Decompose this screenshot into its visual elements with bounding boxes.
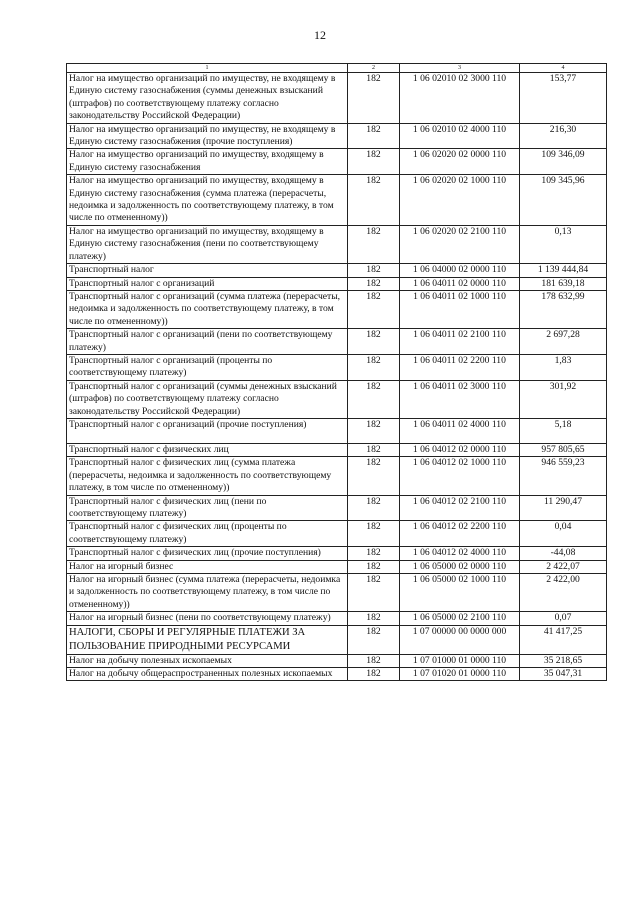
row-admin-code-cell: 182 bbox=[348, 380, 400, 418]
row-name-cell: Налог на имущество организаций по имуществу, входящему в Единую систему газоснабжения bbox=[67, 149, 348, 175]
row-name-cell: Налог на игорный бизнес bbox=[67, 560, 348, 573]
table-row bbox=[67, 547, 607, 560]
row-name-cell: Транспортный налог с организаций (прочие поступления) bbox=[67, 418, 348, 443]
row-budget-code-cell: 1 07 01000 01 0000 110 bbox=[400, 654, 520, 667]
page-number: 12 bbox=[314, 28, 326, 42]
column-header-code: 3 bbox=[400, 64, 520, 73]
row-budget-code-cell: 1 06 04011 02 3000 110 bbox=[400, 380, 520, 418]
row-sum-cell: -44,08 bbox=[520, 547, 607, 560]
row-admin-code-cell: 182 bbox=[348, 418, 400, 443]
row-budget-code-cell: 1 06 04012 02 2100 110 bbox=[400, 495, 520, 521]
row-name-cell: Налог на имущество организаций по имуществу, входящему в Единую систему газоснабжения (сумма платежа (перерасчеты, недоимка и задолженность по соответствующему платежу, в том числе по отмененному)) bbox=[67, 175, 348, 226]
row-name-cell: Налог на игорный бизнес (пени по соответствующему платежу) bbox=[67, 612, 348, 625]
row-sum-cell: 181 639,18 bbox=[520, 277, 607, 290]
row-admin-code-cell: 182 bbox=[348, 574, 400, 612]
row-budget-code-cell: 1 06 02010 02 4000 110 bbox=[400, 123, 520, 149]
row-budget-code-cell: 1 06 05000 02 1000 110 bbox=[400, 574, 520, 612]
row-sum-cell: 2 697,28 bbox=[520, 329, 607, 355]
row-admin-code-cell: 182 bbox=[348, 225, 400, 263]
row-sum-cell: 0,13 bbox=[520, 225, 607, 263]
row-sum-cell: 2 422,00 bbox=[520, 574, 607, 612]
row-budget-code-cell: 1 06 04012 02 1000 110 bbox=[400, 457, 520, 495]
row-name-cell: Налог на добычу общераспространенных полезных ископаемых bbox=[67, 668, 348, 681]
row-sum-cell: 35 047,31 bbox=[520, 668, 607, 681]
row-budget-code-cell: 1 06 04011 02 2200 110 bbox=[400, 354, 520, 380]
table-row bbox=[67, 457, 607, 495]
table-row bbox=[67, 354, 607, 380]
row-admin-code-cell: 182 bbox=[348, 668, 400, 681]
row-admin-code-cell: 182 bbox=[348, 654, 400, 667]
row-sum-cell: 109 345,96 bbox=[520, 175, 607, 226]
row-name-cell: Налог на имущество организаций по имуществу, не входящему в Единую систему газоснабжения (прочие поступления) bbox=[67, 123, 348, 149]
row-budget-code-cell: 1 06 05000 02 2100 110 bbox=[400, 612, 520, 625]
row-name-cell: Транспортный налог с организаций (сумма платежа (перерасчеты, недоимка и задолженность по соответствующему платежу, в том числе по отмененному)) bbox=[67, 290, 348, 328]
row-sum-cell: 2 422,07 bbox=[520, 560, 607, 573]
row-name-cell: НАЛОГИ, СБОРЫ И РЕГУЛЯРНЫЕ ПЛАТЕЖИ ЗА ПОЛЬЗОВАНИЕ ПРИРОДНЫМИ РЕСУРСАМИ bbox=[67, 625, 348, 654]
row-admin-code-cell: 182 bbox=[348, 264, 400, 277]
row-admin-code-cell: 182 bbox=[348, 277, 400, 290]
table-row bbox=[67, 443, 607, 456]
row-admin-code-cell: 182 bbox=[348, 547, 400, 560]
table-row bbox=[67, 625, 607, 654]
row-admin-code-cell: 182 bbox=[348, 612, 400, 625]
row-admin-code-cell: 182 bbox=[348, 625, 400, 654]
row-sum-cell: 1 139 444,84 bbox=[520, 264, 607, 277]
table-row bbox=[67, 418, 607, 443]
table-row bbox=[67, 521, 607, 547]
row-sum-cell: 153,77 bbox=[520, 73, 607, 124]
row-budget-code-cell: 1 06 04011 02 0000 110 bbox=[400, 277, 520, 290]
row-admin-code-cell: 182 bbox=[348, 457, 400, 495]
row-admin-code-cell: 182 bbox=[348, 175, 400, 226]
row-name-cell: Транспортный налог с организаций bbox=[67, 277, 348, 290]
row-admin-code-cell: 182 bbox=[348, 329, 400, 355]
row-name-cell: Транспортный налог с организаций (проценты по соответствующему платежу) bbox=[67, 354, 348, 380]
table-row bbox=[67, 264, 607, 277]
row-budget-code-cell: 1 06 04011 02 2100 110 bbox=[400, 329, 520, 355]
row-sum-cell: 35 218,65 bbox=[520, 654, 607, 667]
row-budget-code-cell: 1 06 02020 02 0000 110 bbox=[400, 149, 520, 175]
row-sum-cell: 957 805,65 bbox=[520, 443, 607, 456]
row-budget-code-cell: 1 06 04012 02 4000 110 bbox=[400, 547, 520, 560]
table-row bbox=[67, 329, 607, 355]
row-sum-cell: 946 559,23 bbox=[520, 457, 607, 495]
row-name-cell: Транспортный налог с физических лиц (сумма платежа (перерасчеты, недоимка и задолженность по соответствующему платежу, в том числе по отмененному)) bbox=[67, 457, 348, 495]
row-admin-code-cell: 182 bbox=[348, 73, 400, 124]
row-sum-cell: 109 346,09 bbox=[520, 149, 607, 175]
row-admin-code-cell: 182 bbox=[348, 443, 400, 456]
row-admin-code-cell: 182 bbox=[348, 560, 400, 573]
table-row bbox=[67, 560, 607, 573]
row-name-cell: Транспортный налог с физических лиц (пени по соответствующему платежу) bbox=[67, 495, 348, 521]
row-budget-code-cell: 1 06 04011 02 4000 110 bbox=[400, 418, 520, 443]
table-header-row bbox=[67, 64, 607, 73]
row-admin-code-cell: 182 bbox=[348, 290, 400, 328]
row-sum-cell: 301,92 bbox=[520, 380, 607, 418]
row-budget-code-cell: 1 06 02020 02 1000 110 bbox=[400, 175, 520, 226]
table-row bbox=[67, 495, 607, 521]
row-admin-code-cell: 182 bbox=[348, 123, 400, 149]
row-name-cell: Транспортный налог с организаций (пени по соответствующему платежу) bbox=[67, 329, 348, 355]
column-header-sum: 4 bbox=[520, 64, 607, 73]
budget-revenue-table bbox=[66, 63, 607, 681]
row-name-cell: Транспортный налог с физических лиц bbox=[67, 443, 348, 456]
row-sum-cell: 178 632,99 bbox=[520, 290, 607, 328]
row-name-cell: Налог на игорный бизнес (сумма платежа (перерасчеты, недоимка и задолженность по соответствующему платежу, в том числе по отмененному)) bbox=[67, 574, 348, 612]
column-header-name: 1 bbox=[67, 64, 348, 73]
row-sum-cell: 216,30 bbox=[520, 123, 607, 149]
row-admin-code-cell: 182 bbox=[348, 149, 400, 175]
row-sum-cell: 11 290,47 bbox=[520, 495, 607, 521]
row-budget-code-cell: 1 06 04011 02 1000 110 bbox=[400, 290, 520, 328]
row-name-cell: Налог на имущество организаций по имуществу, не входящему в Единую систему газоснабжения (суммы денежных взысканий (штрафов) по соответствующему платежу согласно законодательству Российской Федерации) bbox=[67, 73, 348, 124]
table-row bbox=[67, 380, 607, 418]
row-budget-code-cell: 1 06 04012 02 2200 110 bbox=[400, 521, 520, 547]
row-name-cell: Транспортный налог с физических лиц (проценты по соответствующему платежу) bbox=[67, 521, 348, 547]
table-row bbox=[67, 175, 607, 226]
table-row bbox=[67, 123, 607, 149]
row-sum-cell: 5,18 bbox=[520, 418, 607, 443]
row-budget-code-cell: 1 06 04012 02 0000 110 bbox=[400, 443, 520, 456]
row-budget-code-cell: 1 06 02020 02 2100 110 bbox=[400, 225, 520, 263]
row-budget-code-cell: 1 06 02010 02 3000 110 bbox=[400, 73, 520, 124]
row-name-cell: Транспортный налог bbox=[67, 264, 348, 277]
table-row bbox=[67, 149, 607, 175]
row-admin-code-cell: 182 bbox=[348, 354, 400, 380]
table-row bbox=[67, 290, 607, 328]
table-row bbox=[67, 73, 607, 124]
row-name-cell: Транспортный налог с физических лиц (прочие поступления) bbox=[67, 547, 348, 560]
row-sum-cell: 41 417,25 bbox=[520, 625, 607, 654]
row-sum-cell: 1,83 bbox=[520, 354, 607, 380]
row-budget-code-cell: 1 06 05000 02 0000 110 bbox=[400, 560, 520, 573]
row-name-cell: Налог на добычу полезных ископаемых bbox=[67, 654, 348, 667]
row-admin-code-cell: 182 bbox=[348, 495, 400, 521]
column-header-admin: 2 bbox=[348, 64, 400, 73]
table-row bbox=[67, 574, 607, 612]
table-row bbox=[67, 612, 607, 625]
table-row bbox=[67, 654, 607, 667]
row-budget-code-cell: 1 07 01020 01 0000 110 bbox=[400, 668, 520, 681]
table-row bbox=[67, 668, 607, 681]
row-sum-cell: 0,07 bbox=[520, 612, 607, 625]
table-row bbox=[67, 225, 607, 263]
row-budget-code-cell: 1 06 04000 02 0000 110 bbox=[400, 264, 520, 277]
row-budget-code-cell: 1 07 00000 00 0000 000 bbox=[400, 625, 520, 654]
table-row bbox=[67, 277, 607, 290]
row-admin-code-cell: 182 bbox=[348, 521, 400, 547]
row-name-cell: Налог на имущество организаций по имуществу, входящему в Единую систему газоснабжения (пени по соответствующему платежу) bbox=[67, 225, 348, 263]
row-name-cell: Транспортный налог с организаций (суммы денежных взысканий (штрафов) по соответствующему платежу согласно законодательству Российской Федерации) bbox=[67, 380, 348, 418]
row-sum-cell: 0,04 bbox=[520, 521, 607, 547]
